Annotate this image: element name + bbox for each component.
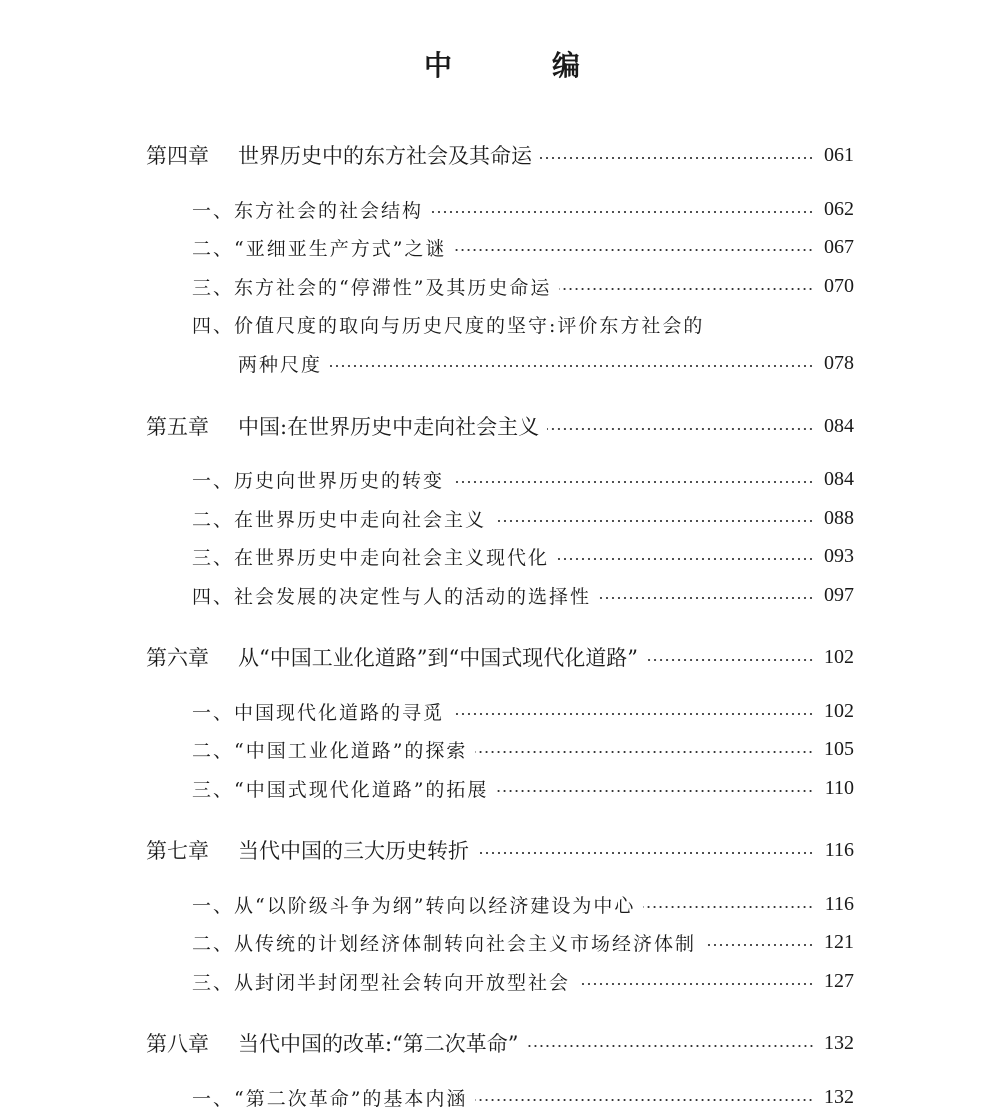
dot-leader — [578, 983, 814, 985]
page-number: 067 — [824, 235, 854, 258]
chapter-title: 中国:在世界历史中走向社会主义 — [238, 415, 540, 439]
section-title: 一、“第二次革命”的基本内涵 — [192, 1087, 468, 1110]
toc-chapter[interactable] — [146, 640, 854, 674]
page-number: 116 — [824, 892, 854, 915]
chapter-number: 第六章 — [146, 646, 209, 670]
toc-section[interactable] — [192, 462, 854, 496]
dot-leader — [643, 906, 814, 908]
toc-section[interactable] — [192, 307, 854, 341]
chapter-number: 第五章 — [146, 415, 209, 439]
page-number: 061 — [824, 143, 854, 166]
page-title: 中 编 — [423, 49, 616, 82]
section-title-continued: 两种尺度 — [238, 353, 323, 376]
dot-leader — [477, 852, 814, 854]
section-title: 三、在世界历史中走向社会主义现代化 — [192, 546, 550, 569]
section-title: 三、从封闭半封闭型社会转向开放型社会 — [192, 971, 571, 994]
toc-section[interactable] — [192, 694, 854, 728]
dot-leader — [475, 751, 814, 753]
section-title: 三、“中国式现代化道路”的拓展 — [192, 778, 489, 801]
toc-section[interactable] — [192, 578, 854, 612]
page-number: 110 — [824, 776, 854, 799]
toc-section[interactable] — [192, 964, 854, 998]
page-number: 105 — [824, 737, 854, 760]
page-number: 084 — [824, 414, 854, 437]
page-number: 132 — [824, 1031, 854, 1054]
chapter-title: 当代中国的三大历史转折 — [238, 839, 469, 863]
section-title: 一、东方社会的社会结构 — [192, 199, 424, 222]
section-title: 二、“中国工业化道路”的探索 — [192, 739, 468, 762]
toc-section[interactable] — [192, 501, 854, 535]
toc-section[interactable] — [192, 887, 854, 921]
page-number: 102 — [824, 645, 854, 668]
dot-leader — [557, 558, 814, 560]
dot-leader — [540, 157, 814, 159]
page-number: 070 — [824, 274, 854, 297]
dot-leader — [646, 659, 814, 661]
toc-chapter[interactable] — [146, 409, 854, 443]
chapter-number: 第七章 — [146, 839, 209, 863]
dot-leader — [431, 211, 814, 213]
page-number: 078 — [824, 351, 854, 374]
page-number: 084 — [824, 467, 854, 490]
toc-section-continued[interactable] — [238, 346, 854, 380]
toc-section[interactable] — [192, 269, 854, 303]
page-number: 093 — [824, 544, 854, 567]
page-number: 121 — [824, 930, 854, 953]
section-title: 二、“亚细亚生产方式”之谜 — [192, 237, 447, 260]
chapter-number: 第八章 — [146, 1032, 209, 1056]
toc-section[interactable] — [192, 230, 854, 264]
section-title: 三、东方社会的“停滞性”及其历史命运 — [192, 276, 552, 299]
page-number: 102 — [824, 699, 854, 722]
dot-leader — [330, 365, 814, 367]
page-number: 088 — [824, 506, 854, 529]
dot-leader — [496, 790, 814, 792]
chapter-title: 当代中国的改革:“第二次革命” — [238, 1032, 519, 1056]
toc-section[interactable] — [192, 1080, 854, 1114]
toc-section[interactable] — [192, 539, 854, 573]
page-number: 097 — [824, 583, 854, 606]
dot-leader — [559, 288, 814, 290]
section-title: 二、从传统的计划经济体制转向社会主义市场经济体制 — [192, 932, 697, 955]
dot-leader — [475, 1099, 814, 1101]
dot-leader — [547, 428, 814, 430]
dot-leader — [494, 520, 814, 522]
chapter-title: 从“中国工业化道路”到“中国式现代化道路” — [238, 646, 638, 670]
toc-chapter[interactable] — [146, 1026, 854, 1060]
page-number: 116 — [824, 838, 854, 861]
section-title: 四、价值尺度的取向与历史尺度的坚守:评价东方社会的 — [192, 314, 705, 337]
page-number: 127 — [824, 969, 854, 992]
dot-leader — [704, 944, 814, 946]
dot-leader — [599, 597, 814, 599]
page-number: 062 — [824, 197, 854, 220]
page-number: 132 — [824, 1085, 854, 1108]
toc-section[interactable] — [192, 192, 854, 226]
dot-leader — [452, 481, 814, 483]
dot-leader — [454, 249, 814, 251]
chapter-title: 世界历史中的东方社会及其命运 — [238, 144, 532, 168]
section-title: 四、社会发展的决定性与人的活动的选择性 — [192, 585, 592, 608]
toc-section[interactable] — [192, 771, 854, 805]
section-title: 二、在世界历史中走向社会主义 — [192, 508, 487, 531]
dot-leader — [452, 713, 814, 715]
toc-section[interactable] — [192, 925, 854, 959]
section-title: 一、从“以阶级斗争为纲”转向以经济建设为中心 — [192, 894, 636, 917]
toc-section[interactable] — [192, 732, 854, 766]
section-title: 一、中国现代化道路的寻觅 — [192, 701, 445, 724]
toc-chapter[interactable] — [146, 138, 854, 172]
toc-chapter[interactable] — [146, 833, 854, 867]
section-title: 一、历史向世界历史的转变 — [192, 469, 445, 492]
dot-leader — [527, 1045, 814, 1047]
chapter-number: 第四章 — [146, 144, 209, 168]
